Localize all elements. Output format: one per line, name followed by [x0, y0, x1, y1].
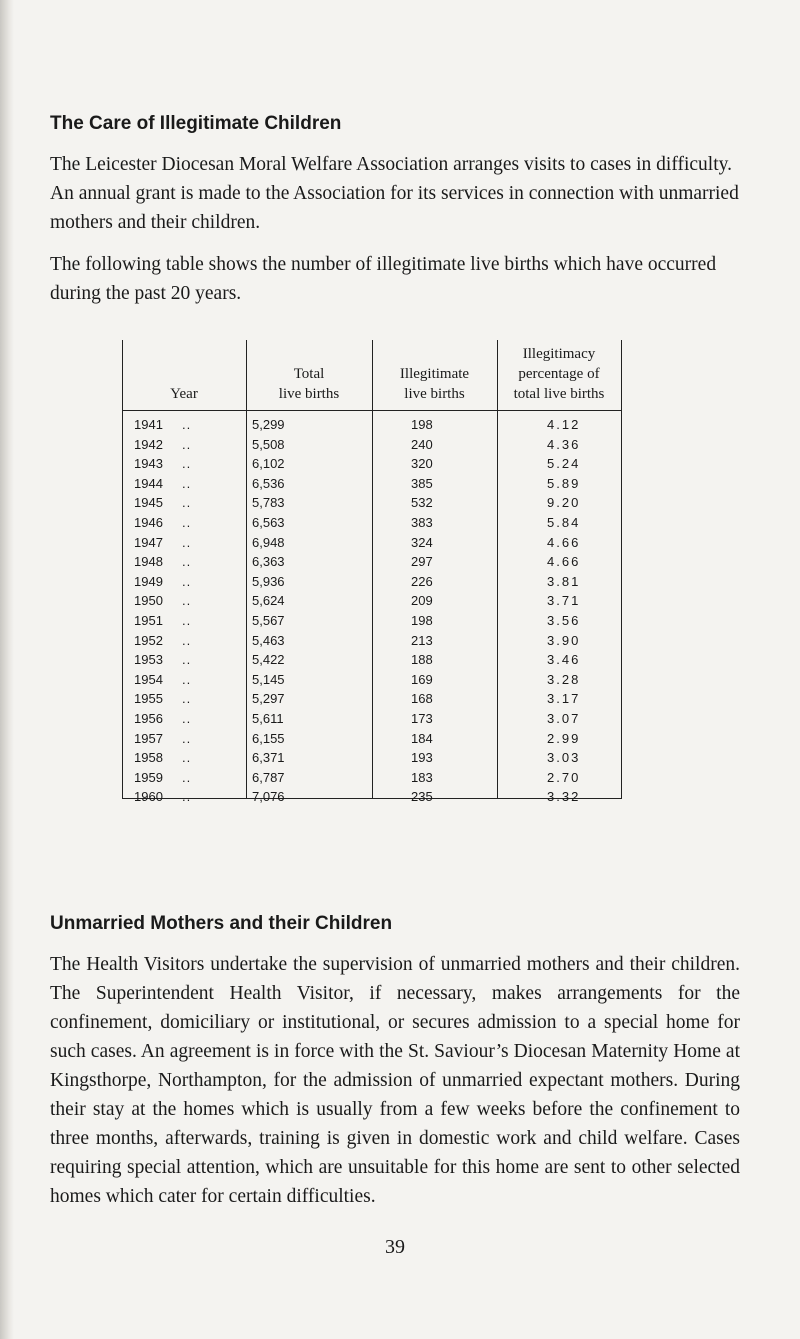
cell-leader-dots: ..	[182, 789, 192, 805]
cell-illegitimate-live-births: 240	[411, 436, 433, 452]
cell-leader-dots: ..	[182, 495, 192, 511]
cell-year: 1960	[134, 789, 163, 805]
cell-year: 1945	[134, 495, 163, 511]
cell-total-live-births: 5,299	[252, 417, 285, 432]
header-total-live-births: Total live births	[278, 366, 340, 402]
cell-illegitimacy-percentage: 2.99	[547, 730, 581, 746]
cell-illegitimate-live-births: 209	[411, 593, 433, 609]
cell-illegitimacy-percentage: 3.07	[547, 710, 581, 726]
cell-total-live-births: 5,422	[252, 652, 285, 668]
cell-total-live-births: 6,536	[252, 475, 285, 491]
cell-leader-dots: ..	[182, 573, 192, 589]
cell-leader-dots: ..	[182, 769, 192, 785]
cell-illegitimacy-percentage: 3.81	[547, 573, 581, 589]
cell-illegitimate-live-births: 532	[411, 495, 433, 511]
table-row	[122, 750, 622, 770]
cell-leader-dots: ..	[182, 514, 192, 530]
cell-illegitimate-live-births: 226	[411, 573, 433, 589]
cell-total-live-births: 5,508	[252, 436, 285, 452]
cell-illegitimacy-percentage: 3.28	[547, 671, 581, 687]
cell-illegitimacy-percentage: 2.70	[547, 769, 581, 785]
cell-illegitimacy-percentage: 3.90	[547, 632, 581, 648]
cell-year: 1954	[134, 671, 163, 687]
cell-year: 1948	[134, 554, 163, 570]
table-row	[122, 515, 622, 535]
cell-illegitimate-live-births: 324	[411, 534, 433, 550]
cell-illegitimate-live-births: 184	[411, 730, 433, 746]
cell-total-live-births: 6,102	[252, 456, 285, 472]
table-row	[122, 789, 622, 809]
table-row	[122, 691, 622, 711]
cell-illegitimacy-percentage: 3.71	[547, 593, 581, 609]
cell-leader-dots: ..	[182, 750, 192, 766]
cell-illegitimacy-percentage: 3.56	[547, 612, 581, 628]
cell-illegitimate-live-births: 297	[411, 554, 433, 570]
header-year: Year	[170, 386, 198, 402]
cell-year: 1958	[134, 750, 163, 766]
cell-illegitimacy-percentage: 3.46	[547, 652, 581, 668]
table-row	[122, 495, 622, 515]
cell-year: 1950	[134, 593, 163, 609]
cell-illegitimacy-percentage: 9.20	[547, 495, 581, 511]
cell-illegitimacy-percentage: 4.12	[547, 417, 581, 432]
table-row	[122, 554, 622, 574]
cell-illegitimacy-percentage: 5.89	[547, 475, 581, 491]
cell-illegitimate-live-births: 173	[411, 710, 433, 726]
cell-total-live-births: 5,783	[252, 495, 285, 511]
cell-illegitimate-live-births: 183	[411, 769, 433, 785]
header-separator	[122, 410, 622, 411]
cell-year: 1946	[134, 514, 163, 530]
cell-year: 1951	[134, 612, 163, 628]
cell-illegitimate-live-births: 169	[411, 671, 433, 687]
cell-year: 1959	[134, 769, 163, 785]
cell-illegitimacy-percentage: 4.66	[547, 554, 581, 570]
cell-total-live-births: 6,948	[252, 534, 285, 550]
cell-leader-dots: ..	[182, 671, 192, 687]
cell-total-live-births: 6,363	[252, 554, 285, 570]
cell-total-live-births: 5,567	[252, 612, 285, 628]
cell-illegitimate-live-births: 235	[411, 789, 433, 805]
cell-illegitimacy-percentage: 3.32	[547, 789, 581, 805]
cell-total-live-births: 6,787	[252, 769, 285, 785]
cell-leader-dots: ..	[182, 417, 192, 432]
table-row	[122, 770, 622, 790]
cell-total-live-births: 5,611	[252, 710, 284, 726]
cell-illegitimate-live-births: 385	[411, 475, 433, 491]
page-binding-shadow	[0, 0, 14, 1339]
cell-leader-dots: ..	[182, 710, 192, 726]
table-row	[122, 417, 622, 437]
cell-year: 1941	[134, 417, 163, 432]
cell-total-live-births: 6,155	[252, 730, 285, 746]
table-intro-paragraph: The following table shows the number of illegitimate live births which have occurred during the past 20 years.	[50, 254, 717, 304]
table-row	[122, 437, 622, 457]
table-row	[122, 593, 622, 613]
cell-leader-dots: ..	[182, 475, 192, 491]
cell-total-live-births: 5,624	[252, 593, 285, 609]
cell-illegitimacy-percentage: 5.24	[547, 456, 581, 472]
cell-total-live-births: 6,563	[252, 514, 285, 530]
cell-illegitimate-live-births: 213	[411, 632, 433, 648]
cell-year: 1957	[134, 730, 163, 746]
table-row	[122, 574, 622, 594]
cell-illegitimate-live-births: 383	[411, 514, 433, 530]
cell-total-live-births: 5,936	[252, 573, 285, 589]
cell-illegitimacy-percentage: 4.36	[547, 436, 581, 452]
illegitimate-births-table	[122, 340, 622, 805]
section-heading-unmarried-mothers: Unmarried Mothers and their Children	[50, 913, 393, 934]
cell-illegitimacy-percentage: 4.66	[547, 534, 581, 550]
cell-year: 1942	[134, 436, 163, 452]
cell-year: 1956	[134, 710, 163, 726]
header-illegitimacy-percentage: Illegitimacy percentage of total live births	[513, 346, 605, 402]
cell-total-live-births: 5,297	[252, 691, 285, 707]
cell-leader-dots: ..	[182, 730, 192, 746]
cell-total-live-births: 5,463	[252, 632, 285, 648]
intro-paragraph: The Leicester Diocesan Moral Welfare Association arranges visits to cases in difficulty. An annual grant is made to the Association for its services in connection with unmarried mothers and their children.	[50, 154, 739, 233]
table-row	[122, 672, 622, 692]
cell-year: 1949	[134, 573, 163, 589]
section-heading-illegitimate-children: The Care of Illegitimate Children	[50, 113, 342, 134]
cell-total-live-births: 5,145	[252, 671, 285, 687]
cell-leader-dots: ..	[182, 612, 192, 628]
cell-leader-dots: ..	[182, 534, 192, 550]
table-row	[122, 633, 622, 653]
cell-year: 1955	[134, 691, 163, 707]
cell-leader-dots: ..	[182, 632, 192, 648]
cell-year: 1943	[134, 456, 163, 472]
cell-year: 1944	[134, 475, 163, 491]
cell-leader-dots: ..	[182, 456, 192, 472]
cell-illegitimate-live-births: 198	[411, 417, 433, 432]
cell-illegitimacy-percentage: 3.03	[547, 750, 581, 766]
cell-illegitimacy-percentage: 5.84	[547, 514, 581, 530]
table-body	[122, 417, 622, 809]
cell-leader-dots: ..	[182, 554, 192, 570]
table-row	[122, 535, 622, 555]
unmarried-mothers-paragraph: The Health Visitors undertake the supervision of unmarried mothers and their children. The Superintendent Health Visitor, if necessary, makes arrangements for the confinement, domiciliary or institutional, or secures admission to a special home for such cases. An agreement is in force with the St. Saviour’s Diocesan Maternity Home at Kingsthorpe, Northampton, for the admission of unmarried expectant mothers. During their stay at the homes which is usually from a few weeks before the confinement to three months, afterwards, training is given in domestic work and child welfare. Cases requiring special attention, which are unsuitable for this home are sent to other selected homes which cater for certain difficulties.	[50, 954, 740, 1207]
cell-leader-dots: ..	[182, 652, 192, 668]
cell-leader-dots: ..	[182, 436, 192, 452]
cell-year: 1947	[134, 534, 163, 550]
page-number: 39	[385, 1236, 405, 1258]
table-row	[122, 456, 622, 476]
cell-illegitimate-live-births: 198	[411, 612, 433, 628]
cell-year: 1953	[134, 652, 163, 668]
cell-illegitimate-live-births: 193	[411, 750, 433, 766]
table-row	[122, 476, 622, 496]
cell-total-live-births: 7,076	[252, 789, 285, 805]
header-illegitimate-live-births: Illegitimate live births	[399, 366, 470, 402]
table-row	[122, 731, 622, 751]
cell-leader-dots: ..	[182, 691, 192, 707]
table-row	[122, 711, 622, 731]
cell-year: 1952	[134, 632, 163, 648]
table-row	[122, 613, 622, 633]
cell-illegitimate-live-births: 168	[411, 691, 433, 707]
cell-total-live-births: 6,371	[252, 750, 285, 766]
cell-illegitimate-live-births: 188	[411, 652, 433, 668]
table-row	[122, 652, 622, 672]
cell-leader-dots: ..	[182, 593, 192, 609]
cell-illegitimacy-percentage: 3.17	[547, 691, 581, 707]
cell-illegitimate-live-births: 320	[411, 456, 433, 472]
